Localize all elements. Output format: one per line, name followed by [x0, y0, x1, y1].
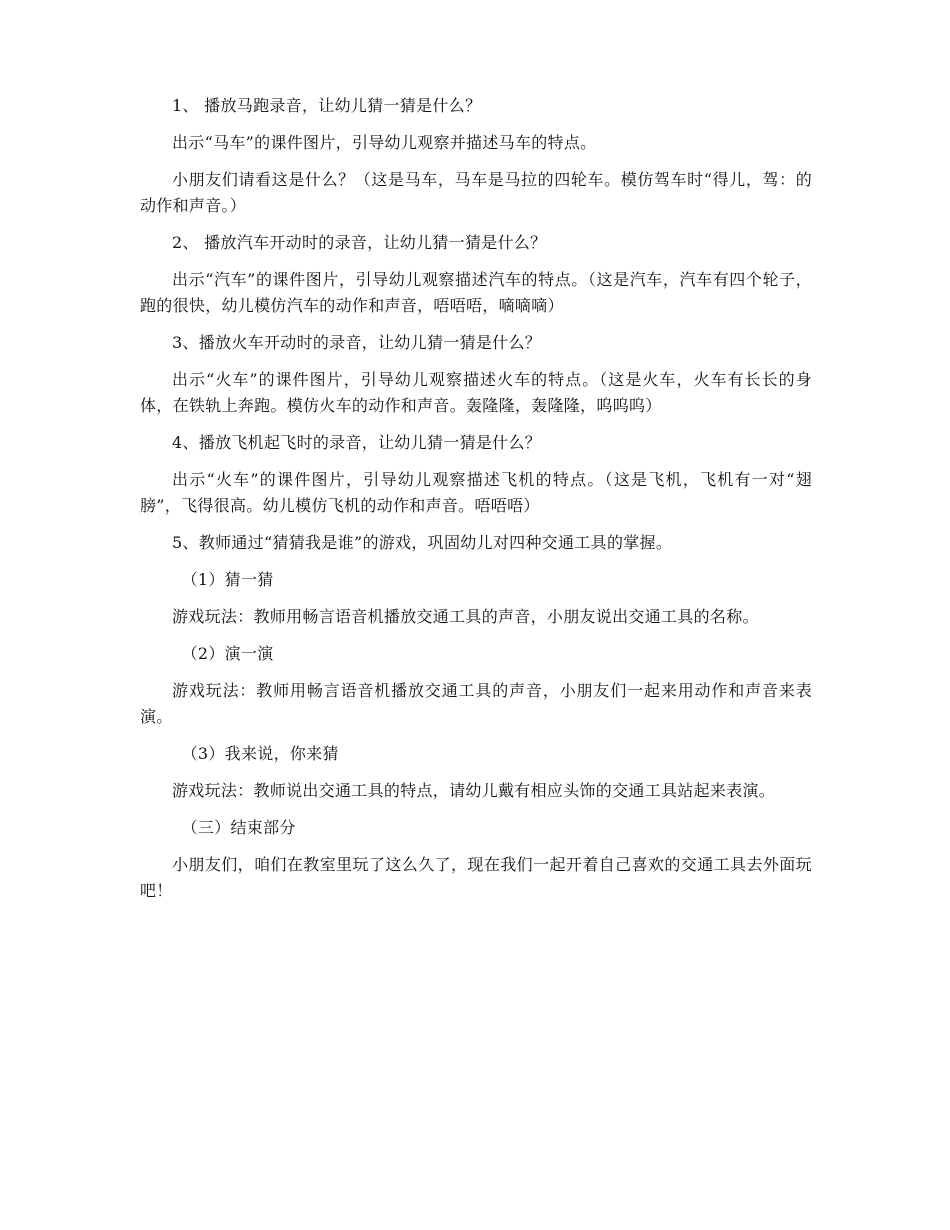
- game-1-title: （1）猜一猜: [181, 570, 274, 589]
- document-body: [140, 93, 812, 915]
- paragraph-train-detail: 出示“火车”的课件图片，引导幼儿观察描述火车的特点。（这是火车，火车有长长的身体，在铁轨上奔跑。模仿火车的动作和声音。轰隆隆，轰隆隆，呜呜呜）: [140, 370, 812, 415]
- step-1-heading: 1、 播放马跑录音，让幼儿猜一猜是什么？: [172, 96, 482, 115]
- section-ending-title: （三）结束部分: [181, 818, 296, 837]
- paragraph-carriage-intro: 出示“马车”的课件图片，引导幼儿观察并描述马车的特点。: [172, 133, 597, 152]
- step-4-heading: 4、播放飞机起飞时的录音，让幼儿猜一猜是什么？: [172, 433, 542, 452]
- step-3-heading: 3、播放火车开动时的录音，让幼儿猜一猜是什么？: [172, 333, 542, 352]
- game-3-title: （3）我来说，你来猜: [181, 744, 339, 763]
- game-2-title: （2）演一演: [181, 644, 274, 663]
- step-2-heading: 2、 播放汽车开动时的录音，让幼儿猜一猜是什么？: [172, 233, 547, 252]
- game-1-rules: 游戏玩法：教师用畅言语音机播放交通工具的声音，小朋友说出交通工具的名称。: [172, 607, 759, 626]
- paragraph-carriage-detail: 小朋友们请看这是什么？（这是马车，马车是马拉的四轮车。模仿驾车时“得儿，驾：的动作和声音。）: [140, 170, 812, 215]
- paragraph-ending: 小朋友们，咱们在教室里玩了这么久了，现在我们一起开着自己喜欢的交通工具去外面玩吧！: [140, 855, 812, 900]
- paragraph-plane-detail: 出示“火车”的课件图片，引导幼儿观察描述飞机的特点。（这是飞机，飞机有一对“翅膀”，飞得很高。幼儿模仿飞机的动作和声音。唔唔唔）: [140, 470, 812, 515]
- step-5-heading: 5、教师通过“猜猜我是谁”的游戏，巩固幼儿对四种交通工具的掌握。: [172, 533, 673, 552]
- game-3-rules: 游戏玩法：教师说出交通工具的特点，请幼儿戴有相应头饰的交通工具站起来表演。: [172, 781, 776, 800]
- game-2-rules: 游戏玩法：教师用畅言语音机播放交通工具的声音，小朋友们一起来用动作和声音来表演。: [140, 681, 812, 726]
- paragraph-car-detail: 出示“汽车”的课件图片，引导幼儿观察描述汽车的特点。（这是汽车，汽车有四个轮子，跑的很快，幼儿模仿汽车的动作和声音，唔唔唔，嘀嘀嘀）: [140, 270, 812, 315]
